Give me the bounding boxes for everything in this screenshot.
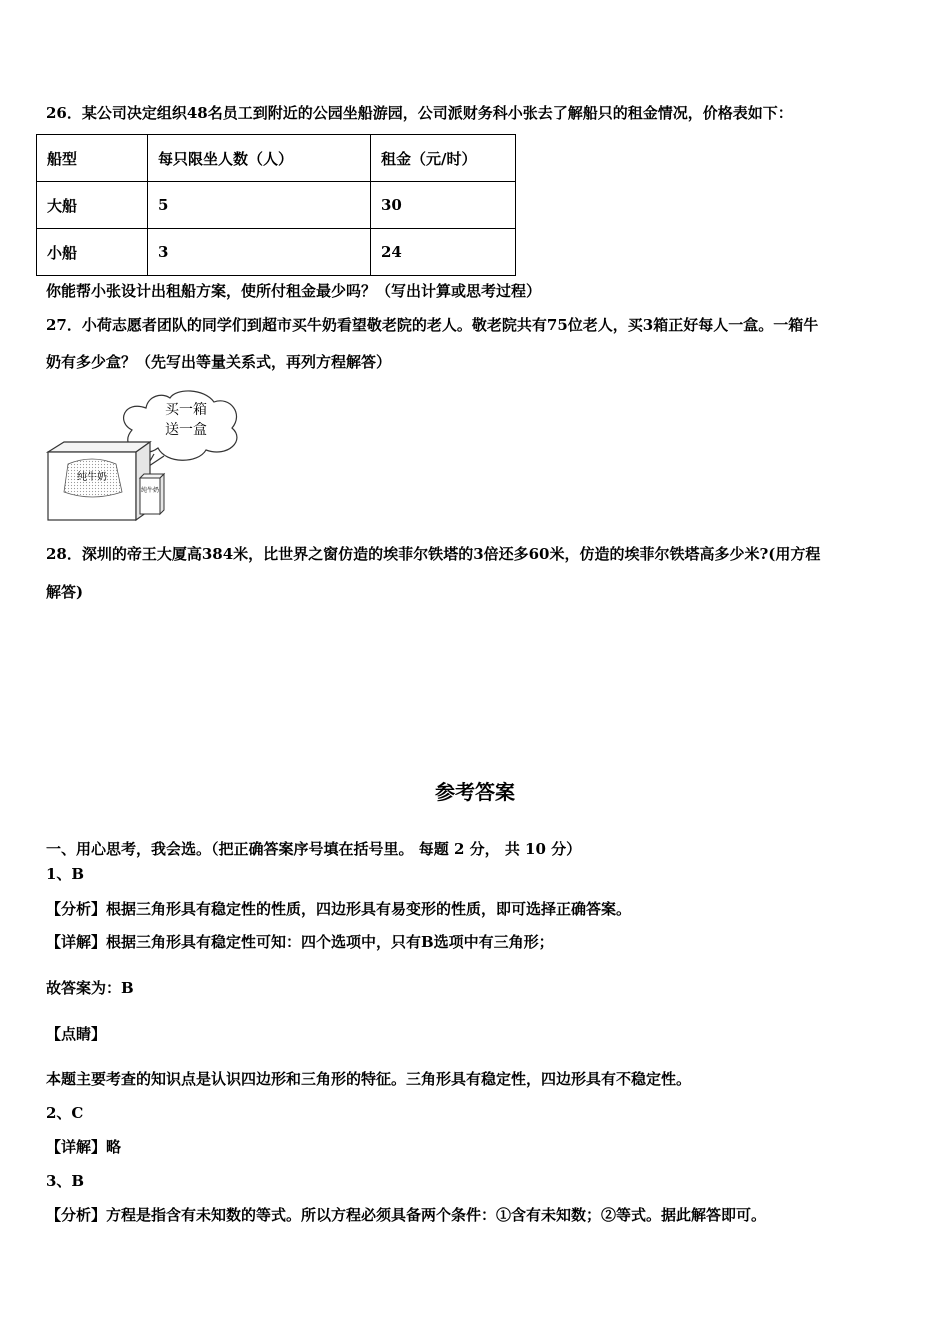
answer-3-analysis: 【分析】方程是指含有未知数的等式。所以方程必须具备两个条件：①含有未知数；②等式。据此解答即可。 (46, 1206, 767, 1224)
table-cell: 24 (371, 229, 516, 276)
q27-line1: 27．小荷志愿者团队的同学们到超市买牛奶看望敬老院的老人。敬老院共有75位老人，买3箱正好每人一盒。一箱牛 (46, 316, 819, 334)
answer-2: 2、C (46, 1104, 84, 1122)
answers-section-heading: 一、用心思考，我会选。（把正确答案序号填在括号里。 每题 2 分， 共 10 分） (46, 840, 582, 858)
table-row (37, 182, 516, 229)
small-carton (140, 478, 160, 514)
answer-1-note-label: 【点睛】 (46, 1025, 107, 1043)
q26-after: 你能帮小张设计出租船方案，使所付租金最少吗？（写出计算或思考过程） (46, 282, 542, 300)
boat-price-table (36, 134, 516, 276)
answer-3: 3、B (46, 1172, 85, 1190)
answer-1-note: 本题主要考查的知识点是认识四边形和三角形的特征。三角形具有稳定性，四边形具有不稳定性。 (46, 1070, 692, 1088)
q27-line2: 奶有多少盒？（先写出等量关系式，再列方程解答） (46, 353, 392, 371)
table-header: 每只限坐人数（人） (148, 135, 371, 182)
small-carton-side (160, 474, 164, 514)
milk-box-top (48, 442, 150, 452)
milk-box-illustration (46, 388, 246, 524)
bubble-text-line1: 买一箱 (165, 402, 207, 418)
table-header: 租金（元/时） (371, 135, 516, 182)
answers-title: 参考答案 (435, 780, 515, 804)
answer-2-detail: 【详解】略 (46, 1138, 122, 1156)
q26-text: 26．某公司决定组织48名员工到附近的公园坐船游园，公司派财务科小张去了解船只的租金情况，价格表如下： (46, 104, 793, 122)
answer-1-result: 故答案为：B (46, 979, 134, 997)
table-cell: 5 (148, 182, 371, 229)
bubble-text-line2: 送一盒 (165, 422, 207, 438)
table-cell: 小船 (37, 229, 148, 276)
q28-line1: 28．深圳的帝王大厦高384米，比世界之窗仿造的埃菲尔铁塔的3倍还多60米，仿造的埃菲尔铁塔高多少米?(用方程 (46, 545, 821, 563)
table-cell: 大船 (37, 182, 148, 229)
answer-1-detail: 【详解】根据三角形具有稳定性可知：四个选项中，只有B选项中有三角形； (46, 933, 554, 951)
answer-1-analysis: 【分析】根据三角形具有稳定性的性质，四边形具有易变形的性质，即可选择正确答案。 (46, 900, 632, 918)
table-row (37, 229, 516, 276)
table-header-row (37, 135, 516, 182)
answer-1: 1、B (46, 865, 85, 883)
table-cell: 3 (148, 229, 371, 276)
milk-box-label: 纯牛奶 (77, 472, 107, 483)
table-cell: 30 (371, 182, 516, 229)
small-carton-label: 纯牛奶 (140, 487, 160, 494)
q28-line2: 解答) (46, 583, 84, 601)
table-header: 船型 (37, 135, 148, 182)
